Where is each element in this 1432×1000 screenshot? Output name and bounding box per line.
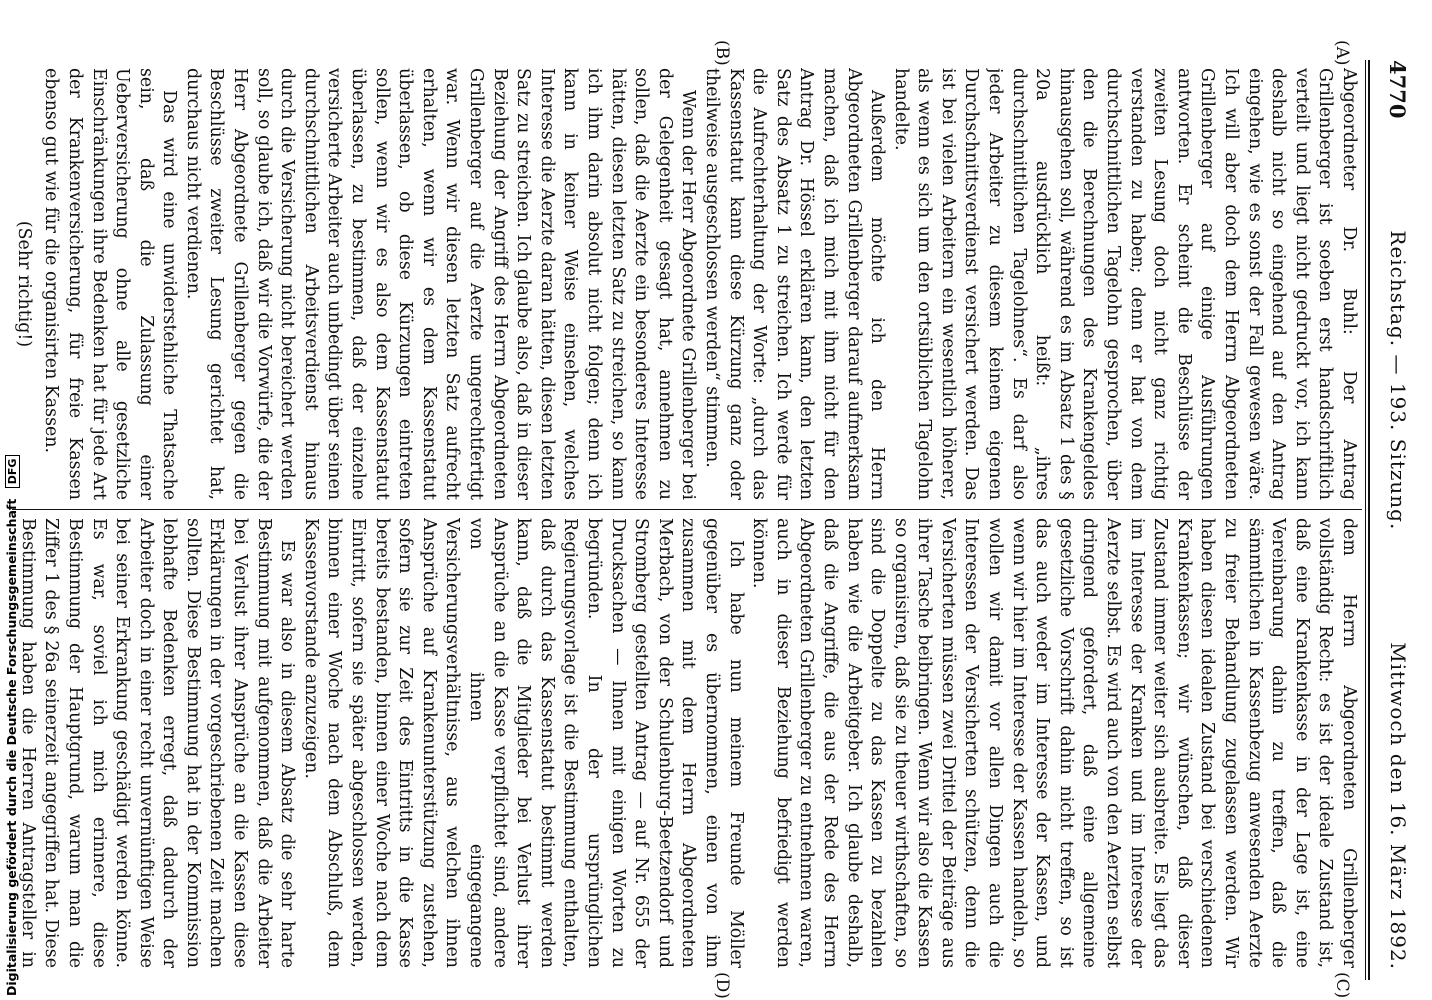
paragraph: Ich habe nun meinem Freunde Möller gegenüber es übernommen, einen von ihm zusammen mit dem Herrn Abgeordneten Merbach, von der Schulenburg-Beetzendorf und Stromberg gestellten Antrag — auf Nr. 655 der Drucksachen — Ihnen mit einigen Worten zu begründen. In der ursprünglichen Regierungsvorlage ist die Bestimmung enthalten, daß durch das Kassenstatut bestimmt werden kann, daß die Mitglieder bei Verlust ihrer Ansprüche an die Kasse verpflichtet sind, andere von ihnen eingegangene Versicherungsverhältnisse, aus welchen ihnen Ansprüche auf Krankenunterstützung zustehen, sofern sie zur Zeit des Eintritts in die Kasse bereits bestanden, binnen einer Woche nach dem Eintritt, sofern sie später abgeschlossen werden, binnen einer Woche nach dem Abschluß, dem Kassenvorstande anzuzeigen. xyxy=(300,518,746,968)
applause-note: (Sehr richtig!) xyxy=(14,220,34,348)
left-column xyxy=(14,68,1360,500)
paragraph: Abgeordneter Dr. Buhl: Der Antrag Grillenberger ist soeben erst handschriftlich verteilt und liegt nicht gedruckt vor, ich kann deshalb nicht so eingehend auf den Antrag eingehen, wie es sonst der Fall gewesen wäre. Ich will aber doch dem Herrn Abgeordneten Grillenberger auf einige Ausführungen antworten. Er scheint die Beschlüsse der zweiten Lesung doch nicht ganz richtig verstanden zu haben; denn er hat von dem durchschnittlichen Tagelohn gesprochen, über den die Berechnungen des Krankengeldes hinausgehen soll, während es im Absatz 1 des § 20a ausdrücklich heißt: „ihres durchschnittlichen Tagelohnes“. Es darf also jeder Arbeiter zu diesem keinem eigenen Durchschnittsverdienst versichert werden. Das ist bei vielen Arbeitern ein wesentlich höherer, als wenn es sich um den ortsüblichen Tagelohn handelte. xyxy=(890,68,1359,500)
digitization-credit xyxy=(4,6,26,996)
dfg-logo: DFG xyxy=(5,455,20,489)
paragraph: Wenn der Herr Abgeordnete Grillenberger bei der Gelegenheit gesagt hat, annehmen zu sollen, daß die Aerzte ein besonderes Interesse hätten, diesen letzten Satz zu streichen, so kann ich ihm darin absolut nicht folgen; denn ich kann in keiner Weise einsehen, welches Interesse die Aerzte daran hätten, diesen letzten Satz zu streichen. Ich glaube also, daß in dieser Beziehung der Angriff des Herrn Abgeordneten Grillenberger auf die Aerzte ungerechtfertigt war. Wenn wir diesen letzten Satz aufrecht erhalten, wenn wir es dem Kassenstatut überlassen, ob diese Kürzungen eintreten sollen, wenn wir es also dem Kassenstatut überlassen, zu bestimmen, daß der einzelne versicherte Arbeiter auch unbedingt über seinen durchschnittlichen Arbeitsverdienst hinaus durch die Versicherung nicht bereichert werden soll, so glaube ich, daß wir die Vorwürfe, die der Herr Abgeordnete Grillenberger gegen die Beschlüsse zweiter Lesung gerichtet hat, durchaus nicht verdienen. xyxy=(182,68,699,500)
header-date: Mittwoch den 16. März 1892. xyxy=(1386,642,1410,970)
paragraph: Außerdem möchte ich den Herrn Abgeordneten Grillenberger darauf aufmerksam machen, daß ich mich mit ihm nicht für den Antrag Dr. Hössel erklären kann, den letzten Satz des Absatz 1 zu streichen. Ich werde für die Aufrechterhaltung der Worte: „durch das Kassenstatut kann diese Kürzung ganz oder theilweise ausgeschlossen werden“ stimmen. xyxy=(701,68,888,500)
header-rule xyxy=(1368,60,1370,980)
paragraph: dem Herrn Abgeordneten Grillenberger vollständig Recht: es ist der ideale Zustand ist, daß eine Krankenkasse in der Lage ist, eine Vereinbarung dahin zu treffen, daß die sämmtlichen in Kassenbezug anwesenden Aerzte zu freier Behandlung zugelassen werden. Wir haben diesen idealen Zustand bei verschiedenen Krankenkassen; wir wünschen, daß dieser Zustand immer weiter sich ausbreite. Es liegt das im Interesse der Kranken und im Interesse der Aerzte selbst. Es wird auch von den Aerzten selbst dringend gefordert, daß eine allgemeine gesetzliche Vorschrift dahin nicht treffen, so ist das auch weder im Interesse der Kassen, und wenn wir hier im Interesse der Kassen handeln, so wollen wir damit vor allen Dingen auch die Interessen der Versicherten schützen, denn die Versicherten müssen zwei Drittel der Beiträge aus ihrer Tasche beibringen. Wenn wir also die Kassen so organisiren, daß sie zu theuer wirthschaften, so sind die Doppelte zu das Kassen zu bezahlen haben wie die Arbeitgeber. Ich glaube deshalb, daß die Angriffe, die aus der Rede des Herrn Abgeordneten Grillenberger zu entnehmen waren, auch in dieser Beziehung befriedigt werden können. xyxy=(749,518,1359,968)
header-session: Reichstag. — 193. Sitzung. xyxy=(1386,230,1410,531)
margin-marker-d: (D) xyxy=(712,972,732,999)
right-column xyxy=(14,518,1360,968)
header-rule-thin xyxy=(1365,60,1366,980)
margin-marker-b: (B) xyxy=(712,40,732,66)
margin-marker-a: (A) xyxy=(1332,40,1352,66)
page-number: 4770 xyxy=(1385,60,1411,119)
paragraph: Es war also in diesem Absatz die sehr harte Bestimmung mit aufgenommen, daß die Arbeiter bei Verlust ihrer Ansprüche an die Kassen diese Erklärungen in der vorgeschriebenen Zeit machen sollten. Diese Bestimmung hat in der Kommission lebhafte Bedenken erregt, daß dadurch der Arbeiter doch in einer recht unvernünftigen Weise bei seiner Erkrankung geschädigt werden könne. Es war, soviel ich mich erinnere, diese Bestimmung der Hauptgrund, warum man die Ziffer 1 des § 26a seinerzeit angegriffen hat. Diese Bestimmung haben die Herren Antragsteller in xyxy=(17,518,298,968)
page-header xyxy=(1374,60,1422,970)
column-divider xyxy=(12,509,1362,510)
paragraph: Das wird eine unwiderstehliche Thatsache sein, daß die Zulassung einer Ueberversicherung ohne alle gesetzliche Einschränkungen ihre Bedenken hat für jede Art der Krankenversicherung, für freie Kassen ebenso gut wie für die organisirten Kassen. xyxy=(41,68,180,500)
credit-text: Digitalisierung gefördert durch die Deutsche Forschungsgemeinschaft xyxy=(4,498,19,996)
margin-marker-c: (C) xyxy=(1332,972,1352,999)
